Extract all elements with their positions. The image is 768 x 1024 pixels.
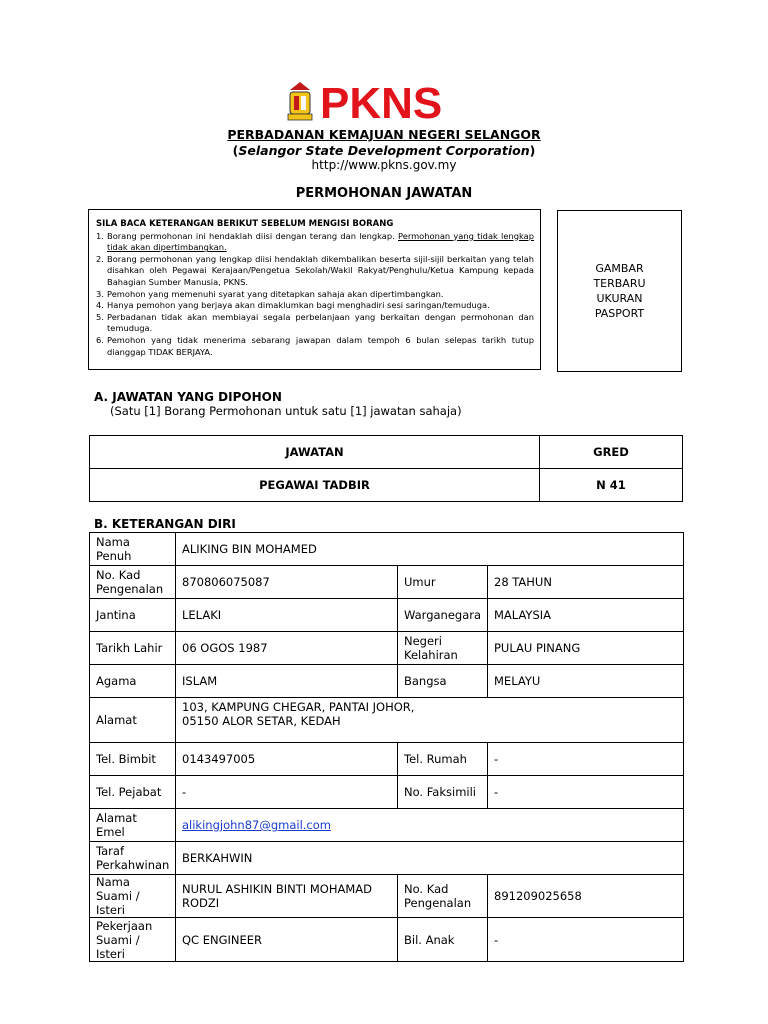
form-title: PERMOHONAN JAWATAN bbox=[295, 186, 473, 201]
mobile-phone-value[interactable]: 0143497005 bbox=[176, 743, 398, 776]
table-row bbox=[90, 743, 684, 776]
section-a-title: A. JAWATAN YANG DIPOHON bbox=[94, 390, 282, 404]
position-value[interactable]: PEGAWAI TADBIR bbox=[90, 469, 540, 502]
table-row bbox=[90, 599, 684, 632]
photo-label: GAMBAR bbox=[595, 262, 644, 275]
birth-state-value[interactable]: PULAU PINANG bbox=[488, 632, 684, 665]
race-value[interactable]: MELAYU bbox=[488, 665, 684, 698]
table-row bbox=[90, 809, 684, 842]
field-label: Nama Penuh bbox=[90, 533, 176, 566]
table-row bbox=[90, 533, 684, 566]
pkns-crest-icon bbox=[286, 80, 486, 124]
age-value[interactable]: 28 TAHUN bbox=[488, 566, 684, 599]
field-label: Taraf Perkahwinan bbox=[90, 842, 176, 875]
grade-header: GRED bbox=[540, 436, 683, 469]
field-label: Umur bbox=[398, 566, 488, 599]
fax-value[interactable]: - bbox=[488, 776, 684, 809]
field-label: Bil. Anak bbox=[398, 918, 488, 962]
table-row bbox=[90, 665, 684, 698]
table-row bbox=[90, 842, 684, 875]
field-label: Tel. Pejabat bbox=[90, 776, 176, 809]
spouse-ic-value[interactable]: 891209025658 bbox=[488, 875, 684, 918]
citizenship-value[interactable]: MALAYSIA bbox=[488, 599, 684, 632]
instruction-item: 4. Hanya pemohon yang berjaya akan dimaklumkan bagi menghadiri sesi saringan/temuduga. bbox=[96, 300, 490, 311]
instructions-list bbox=[96, 231, 534, 359]
position-table bbox=[89, 435, 683, 502]
ic-number-value[interactable]: 870806075087 bbox=[176, 566, 398, 599]
table-row bbox=[90, 875, 684, 918]
org-name-en: (Selangor State Development Corporation) bbox=[232, 143, 536, 158]
photo-label: UKURAN bbox=[596, 292, 643, 305]
birth-date-value[interactable]: 06 OGOS 1987 bbox=[176, 632, 398, 665]
office-phone-value[interactable]: - bbox=[176, 776, 398, 809]
table-row bbox=[90, 918, 684, 962]
field-label: No. Faksimili bbox=[398, 776, 488, 809]
section-b-title: B. KETERANGAN DIRI bbox=[94, 517, 236, 531]
field-label: Negeri Kelahiran bbox=[398, 632, 488, 665]
religion-value[interactable]: ISLAM bbox=[176, 665, 398, 698]
section-a-note: (Satu [1] Borang Permohonan untuk satu [1] jawatan sahaja) bbox=[110, 404, 462, 418]
personal-details-table bbox=[89, 532, 684, 962]
instruction-item: 2. Borang permohonan yang lengkap diisi hendaklah dikembalikan beserta sijil-sijil berkaitan yang telah disahkan oleh Pegawai Kerajaan/Pengetua Sekolah/Wakil Rakyat/Penghulu/Ketua Kampung kepada Bahagian Sumber Manusia, PKNS. bbox=[96, 253, 534, 287]
field-label: Alamat Emel bbox=[90, 809, 176, 842]
home-phone-value[interactable]: - bbox=[488, 743, 684, 776]
grade-value[interactable]: N 41 bbox=[540, 469, 683, 502]
instruction-item: 5. Perbadanan tidak akan membiayai segala perbelanjaan yang berkaitan dengan permohonan dan temuduga. bbox=[96, 311, 534, 334]
position-header: JAWATAN bbox=[90, 436, 540, 469]
field-label: No. Kad Pengenalan bbox=[398, 875, 488, 918]
table-row bbox=[90, 632, 684, 665]
field-label: Tel. Bimbit bbox=[90, 743, 176, 776]
org-url: http://www.pkns.gov.my bbox=[311, 158, 457, 172]
gender-value[interactable]: LELAKI bbox=[176, 599, 398, 632]
photo-label: TERBARU bbox=[593, 277, 646, 290]
email-link[interactable]: alikingjohn87@gmail.com bbox=[182, 818, 331, 832]
table-row bbox=[90, 566, 684, 599]
pkns-logo bbox=[286, 80, 486, 124]
instruction-item: 3. Pemohon yang memenuhi syarat yang ditetapkan sahaja akan dipertimbangkan. bbox=[96, 288, 444, 299]
table-row bbox=[90, 776, 684, 809]
field-label: Jantina bbox=[90, 599, 176, 632]
instructions-heading: SILA BACA KETERANGAN BERIKUT SEBELUM MENGISI BORANG bbox=[96, 219, 394, 229]
full-name-value[interactable]: ALIKING BIN MOHAMED bbox=[176, 533, 684, 566]
field-label: Agama bbox=[90, 665, 176, 698]
field-label: Warganegara bbox=[398, 599, 488, 632]
field-label: Pekerjaan Suami / Isteri bbox=[90, 918, 176, 962]
instruction-item: 6. Pemohon yang tidak menerima sebarang jawapan dalam tempoh 6 bulan selepas tarikh tutup dianggap TIDAK BERJAYA. bbox=[96, 334, 534, 357]
email-value[interactable] bbox=[176, 809, 684, 842]
address-value[interactable]: 103, KAMPUNG CHEGAR, PANTAI JOHOR, 05150 ALOR SETAR, KEDAH bbox=[176, 698, 684, 743]
table-row bbox=[90, 698, 684, 743]
field-label: Tarikh Lahir bbox=[90, 632, 176, 665]
instructions-box bbox=[88, 209, 541, 370]
marital-status-value[interactable]: BERKAHWIN bbox=[176, 842, 684, 875]
instruction-item: 1. Borang permohonan ini hendaklah diisi dengan terang dan lengkap. Permohonan yang tidak lengkap tidak akan dipertimbangkan. bbox=[96, 230, 534, 253]
field-label: No. Kad Pengenalan bbox=[90, 566, 176, 599]
photo-label: PASPORT bbox=[594, 307, 645, 320]
field-label: Bangsa bbox=[398, 665, 488, 698]
children-count-value[interactable]: - bbox=[488, 918, 684, 962]
org-name: PERBADANAN KEMAJUAN NEGERI SELANGOR bbox=[227, 127, 541, 142]
spouse-job-value[interactable]: QC ENGINEER bbox=[176, 918, 398, 962]
passport-photo-box[interactable] bbox=[557, 210, 682, 372]
field-label: Alamat bbox=[90, 698, 176, 743]
spouse-name-value[interactable]: NURUL ASHIKIN BINTI MOHAMAD RODZI bbox=[176, 875, 398, 918]
svg-text:PKNS: PKNS bbox=[320, 80, 443, 124]
field-label: Tel. Rumah bbox=[398, 743, 488, 776]
field-label: Nama Suami / Isteri bbox=[90, 875, 176, 918]
